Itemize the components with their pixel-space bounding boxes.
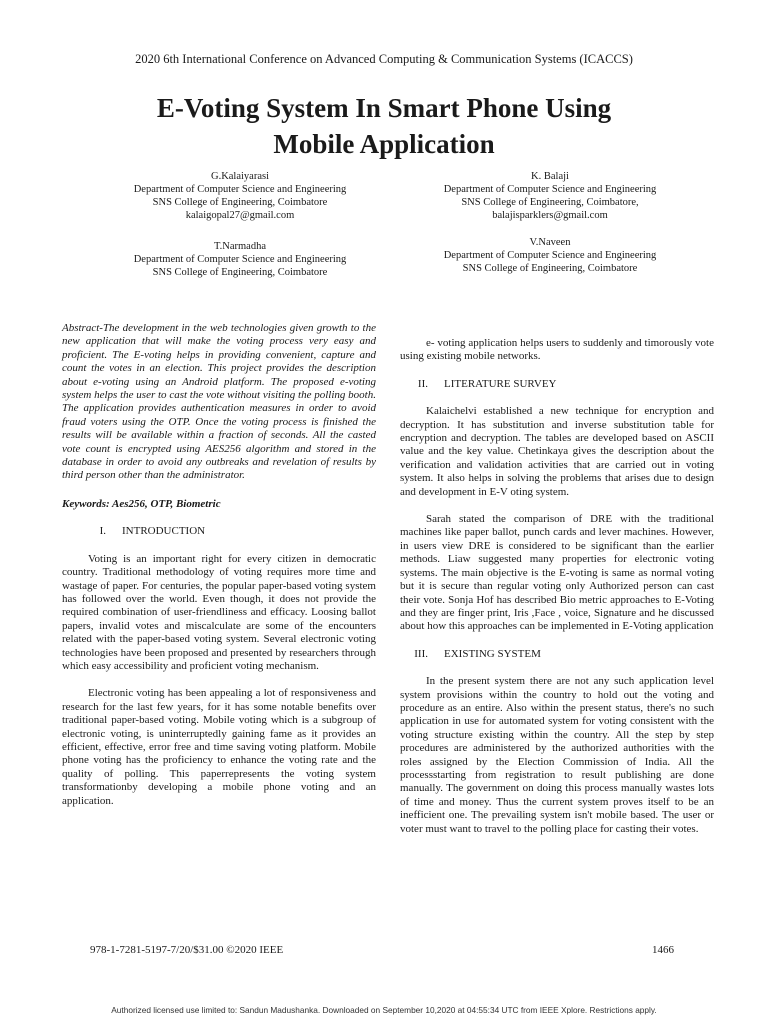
author-dept: Department of Computer Science and Engineering [133,254,347,265]
author-name: V.Naveen [529,237,571,248]
keywords: Keywords: Aes256, OTP, Biometric [62,497,221,510]
author-block-4 [400,236,700,275]
page-number: 1466 [652,944,674,956]
footer-isbn: 978-1-7281-5197-7/20/$31.00 ©2020 IEEE [90,944,284,956]
author-block-2 [400,170,700,222]
author-dept: Department of Computer Science and Engineering [443,184,657,195]
paragraph: Kalaichelvi established a new technique for encryption and decryption. It has substitution and inverse substitution table for encryption and decryption. The tables are developed based on ASCII value and the key value. Chetinkaya gives the description about the verification and validation activities that are carried out in voting system. It also helps in solving the problems that arises due to design and development in E-V oting system. [400,405,714,498]
section-title: LITERATURE SURVEY [444,377,557,390]
section-title: EXISTING SYSTEM [444,647,541,660]
section-heading-introduction [62,525,376,538]
author-dept: Department of Computer Science and Engineering [443,250,657,261]
author-college: SNS College of Engineering, Coimbatore [462,263,638,274]
section-heading-literature-survey [400,378,714,391]
paragraph: Voting is an important right for every citizen in democratic country. Traditional methodology of voting requires more time and wastage of paper. For centuries, the popular paper-based voting system has followed over the world. Even though, it does not provide the required combination of user-friendliness and efficacy. Loosing ballot papers, invalid votes and miscalculate are some of the encounters related with the paper-based voting system. Several electronic voting technologies have been proposed and presented by researchers through which easy accessibility and proficient voting mechanism. [62,552,376,672]
author-block-3 [90,240,390,279]
title-line-2: Mobile Application [273,129,495,159]
license-notice: Authorized licensed use limited to: Sandun Madushanka. Downloaded on September 10,2020 at 04:55:34 UTC from IEEE Xplore. Restrictions apply. [111,1005,657,1015]
title-line-1: E-Voting System In Smart Phone Using [156,93,612,123]
author-dept: Department of Computer Science and Engineering [133,184,347,195]
author-email: kalaigopal27@gmail.com [185,210,295,221]
paragraph: Sarah stated the comparison of DRE with the traditional machines like paper ballot, punch cards and lever machines. However, in users view DRE is considered to be significant than the earlier methods. Liaw suggested many properties for electronic voting systems. The main objective is the E-voting is same as normal voting but it is secure than regular voting only Authorized person can cast their vote. Sonja Hof has described Bio metric approaches to E-Voting and they are finger print, Iris ,Face , voice, Signature and he discussed about how this approaches can be implemented in E-Voting application [400,513,714,633]
author-college: SNS College of Engineering, Coimbatore, [461,197,639,208]
left-column [62,322,376,822]
paragraph-continued: e- voting application helps users to suddenly and timorously vote using existing mobile networks. [400,337,714,363]
author-name: T.Narmadha [214,241,266,252]
paragraph: In the present system there are not any such application level system provisions within the country to hold out the voting and procedure as an entire. Also within the present status, there's no such application in use for automated system for voting consistent with the voting structure existing within the country. All the step by step procedures are administered by the authorized authorities with the roles assigned by the Election Commission of India. All the processstarting from registration to result publishing are done manually. The government on doing this process manually wastes lots of time and money. Thus the current system proves itself to be an inefficient one. The prevailing system isn't mobile based. The user or voter must want to travel to the polling place for casting their votes. [400,675,714,835]
section-number: I. [99,525,106,538]
section-title: INTRODUCTION [122,525,206,538]
author-name: G.Kalaiyarasi [210,171,270,182]
author-name: K. Balaji [531,171,569,182]
author-email: balajisparklers@gmail.com [492,210,608,221]
abstract: Abstract-The development in the web technologies given growth to the new application that will make the voting process very easy and proficient. The E-voting helps in providing convenient, capture and count the votes in an election. This project provides the description about e-voting using an Android platform. The proposed e-voting system helps the user to cast the vote without visiting the polling booth. The application provides authentication measures in order to avoid fraud voters using the OTP. Once the voting process is finished the results will be available within a fraction of seconds. All the casted vote count is encrypted using AES256 algorithm and stored in the database in order to avoid any outbreaks and revelation of results by third person other than the administrator. [62,322,376,482]
author-college: SNS College of Engineering, Coimbatore [152,197,328,208]
author-block-1 [90,170,390,222]
right-column [400,337,714,850]
paragraph: Electronic voting has been appealing a lot of responsiveness and research for the last few years, for it has some notable benefits over traditional paper-based voting. Mobile voting which is a subgroup of electronic voting, is uninterruptedly gaining fame as it provides an efficient, effective, error free and time saving voting platform. Mobile phone voting has the proficiency to enhance the voting rate and the quality of polling. This paperrepresents the voting system transformationby developing a mobile phone voting and an application. [62,687,376,807]
section-number: II. [417,377,428,390]
author-college: SNS College of Engineering, Coimbatore [152,267,328,278]
section-number: III. [414,647,428,660]
section-heading-existing-system [400,648,714,661]
conference-header: 2020 6th International Conference on Advanced Computing & Communication Systems (ICACCS) [135,52,633,66]
paper-title [0,90,768,162]
